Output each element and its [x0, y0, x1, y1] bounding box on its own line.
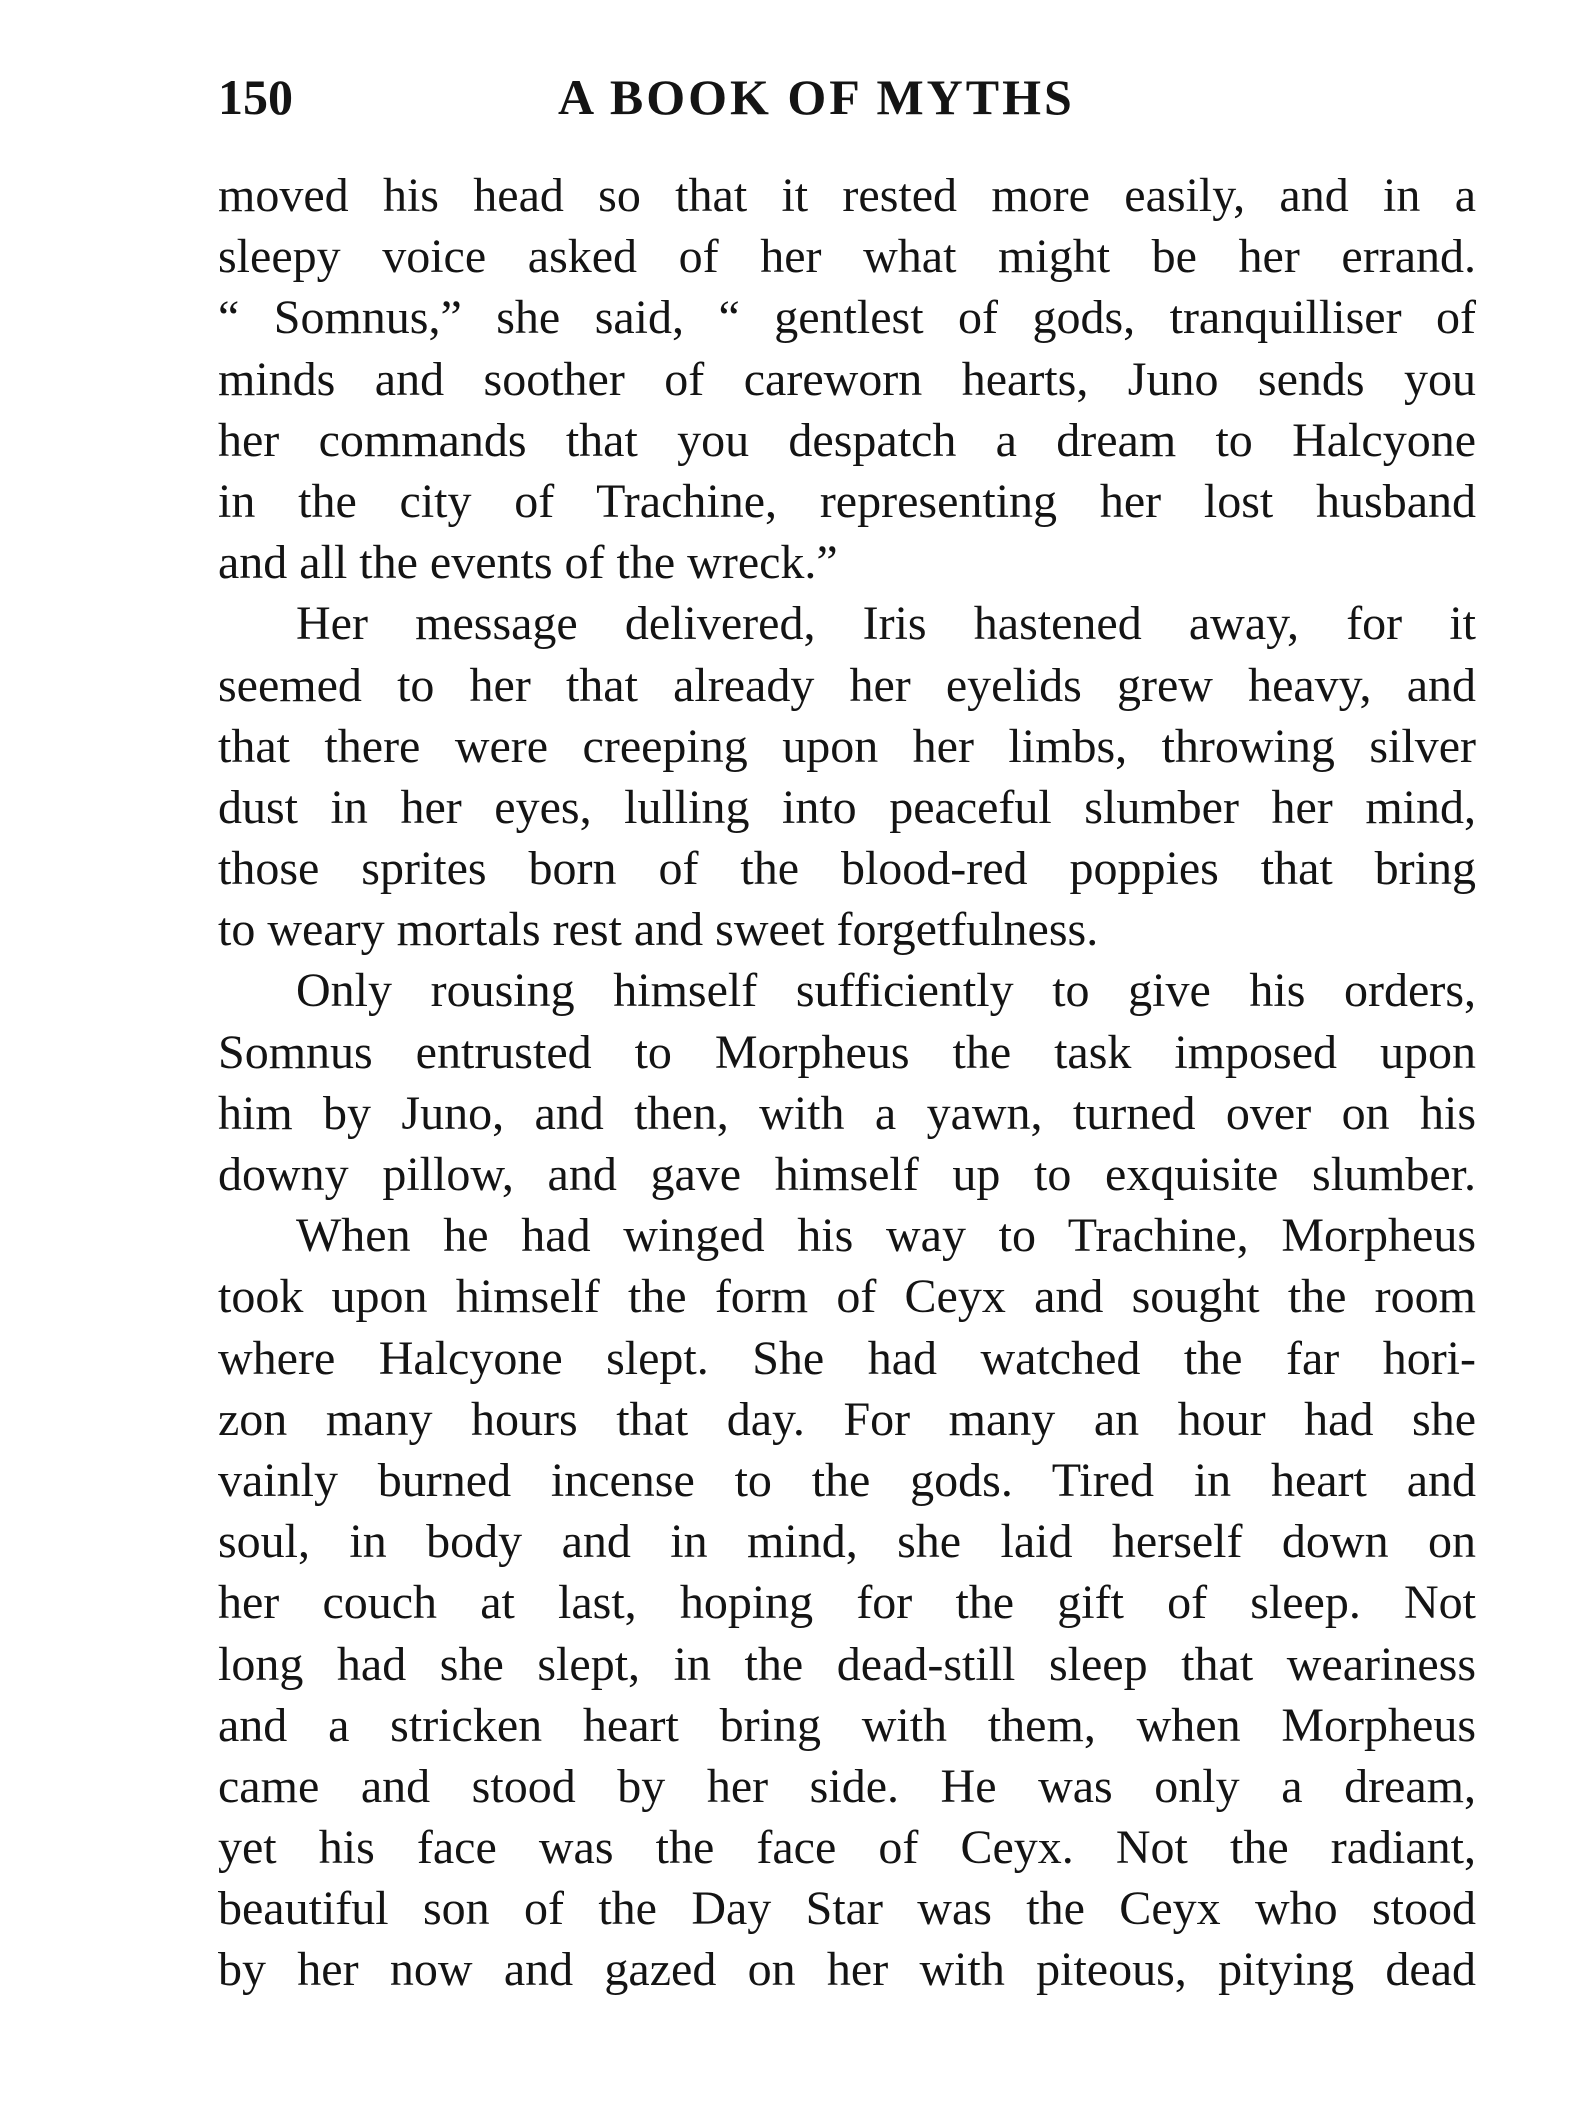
text-line: to weary mortals rest and sweet forgetfulness.	[218, 903, 1099, 957]
text-line: those sprites born of the blood-red poppies that bring	[218, 842, 1476, 896]
text-line: her couch at last, hoping for the gift of sleep. Not	[218, 1576, 1476, 1630]
text-line: minds and soother of careworn hearts, Juno sends you	[218, 352, 1476, 406]
text-line: that there were creeping upon her limbs, throwing silver	[218, 719, 1476, 773]
text-line: her commands that you despatch a dream to Halcyone	[218, 413, 1476, 467]
text-line: When he had winged his way to Trachine, Morpheus	[296, 1209, 1476, 1263]
running-title: A BOOK OF MYTHS	[558, 69, 1075, 125]
text-line: Only rousing himself sufficiently to give his orders,	[296, 964, 1476, 1018]
text-line: by her now and gazed on her with piteous, pitying dead	[218, 1943, 1476, 1997]
text-line: came and stood by her side. He was only a dream,	[218, 1759, 1476, 1813]
text-line: took upon himself the form of Ceyx and sought the room	[218, 1270, 1476, 1324]
page-number: 150	[218, 69, 293, 125]
text-line: yet his face was the face of Ceyx. Not the radiant,	[218, 1821, 1476, 1875]
text-line: and all the events of the wreck.”	[218, 536, 838, 590]
text-line: vainly burned incense to the gods. Tired in heart and	[218, 1453, 1476, 1507]
text-line: in the city of Trachine, representing her lost husband	[218, 474, 1476, 528]
text-line: Her message delivered, Iris hastened away, for it	[296, 597, 1476, 651]
text-line: beautiful son of the Day Star was the Ceyx who stood	[218, 1882, 1476, 1936]
text-line: moved his head so that it rested more easily, and in a	[218, 169, 1476, 222]
text-line: sleepy voice asked of her what might be her errand.	[218, 230, 1476, 284]
text-line: seemed to her that already her eyelids grew heavy, and	[218, 658, 1476, 712]
text-line: zon many hours that day. For many an hour had she	[218, 1392, 1476, 1446]
body-text	[218, 165, 1476, 2001]
text-line: Somnus entrusted to Morpheus the task imposed upon	[218, 1025, 1476, 1079]
text-line: and a stricken heart bring with them, when Morpheus	[218, 1698, 1476, 1752]
text-line: downy pillow, and gave himself up to exquisite slumber.	[218, 1148, 1476, 1201]
text-line: “ Somnus,” she said, “ gentlest of gods, tranquilliser of	[218, 291, 1476, 345]
text-line: where Halcyone slept. She had watched the far hori-	[218, 1331, 1476, 1385]
text-line: dust in her eyes, lulling into peaceful slumber her mind,	[218, 780, 1476, 834]
text-line: soul, in body and in mind, she laid herself down on	[218, 1515, 1476, 1569]
text-line: him by Juno, and then, with a yawn, turned over on his	[218, 1086, 1476, 1140]
page-header	[218, 62, 1498, 132]
text-line: long had she slept, in the dead-still sleep that weariness	[218, 1637, 1476, 1691]
